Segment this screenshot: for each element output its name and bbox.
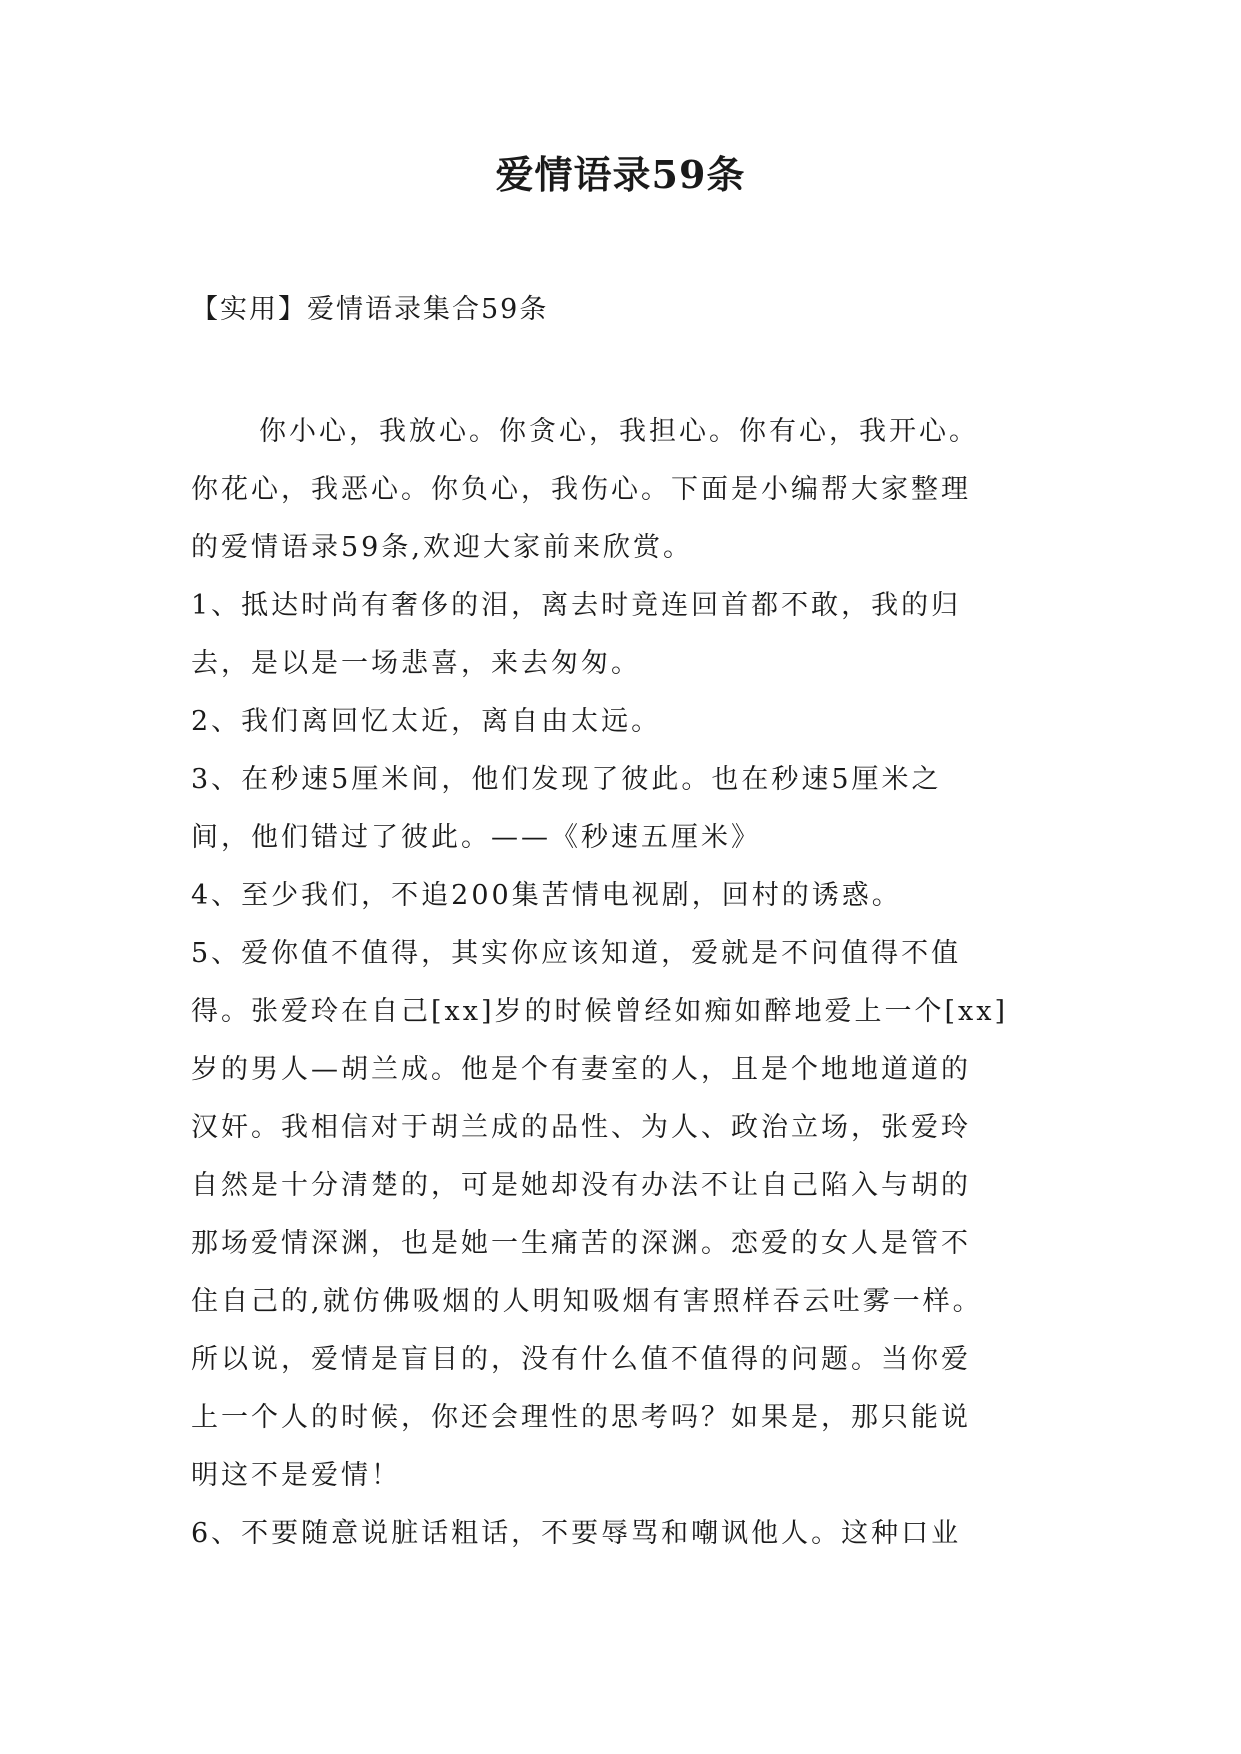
body-line: 6、不要随意说脏话粗话，不要辱骂和嘲讽他人。这种口业 [191,1518,962,1549]
body-line: 2、我们离回忆太近，离自由太远。 [191,706,662,737]
body-line: 你小心，我放心。你贪心，我担心。你有心，我开心。 [259,416,979,447]
body-line: 你花心，我恶心。你负心，我伤心。下面是小编帮大家整理 [191,474,971,505]
body-line: 自然是十分清楚的，可是她却没有办法不让自己陷入与胡的 [191,1170,971,1201]
body-line: 得。张爱玲在自己[xx]岁的时候曾经如痴如醉地爱上一个[xx] [191,996,1009,1027]
document-title: 爱情语录59条 [495,152,746,197]
body-line: 住自己的,就仿佛吸烟的人明知吸烟有害照样吞云吐雾一样。 [191,1286,983,1317]
body-line: 所以说，爱情是盲目的，没有什么值不值得的问题。当你爱 [191,1344,971,1375]
body-line: 间，他们错过了彼此。——《秒速五厘米》 [191,822,761,853]
body-line: 汉奸。我相信对于胡兰成的品性、为人、政治立场，张爱玲 [191,1112,971,1143]
body-line: 去，是以是一场悲喜，来去匆匆。 [191,648,641,679]
body-line: 3、在秒速5厘米间，他们发现了彼此。也在秒速5厘米之 [191,764,942,795]
body-line: 1、抵达时尚有奢侈的泪，离去时竟连回首都不敢，我的归 [191,590,962,621]
body-line: 上一个人的时候，你还会理性的思考吗？如果是，那只能说 [191,1402,971,1433]
body-line: 岁的男人—胡兰成。他是个有妻室的人，且是个地地道道的 [191,1054,971,1085]
body-line: 5、爱你值不值得，其实你应该知道，爱就是不问值得不值 [191,938,962,969]
body-line: 的爱情语录59条,欢迎大家前来欣赏。 [191,532,693,563]
body-line: 4、至少我们，不追200集苦情电视剧，回村的诱惑。 [191,880,902,911]
document-subtitle: 【实用】爱情语录集合59条 [191,294,549,325]
body-line: 那场爱情深渊，也是她一生痛苦的深渊。恋爱的女人是管不 [191,1228,971,1259]
document-body [191,403,1071,1563]
body-line: 明这不是爱情！ [191,1460,401,1491]
